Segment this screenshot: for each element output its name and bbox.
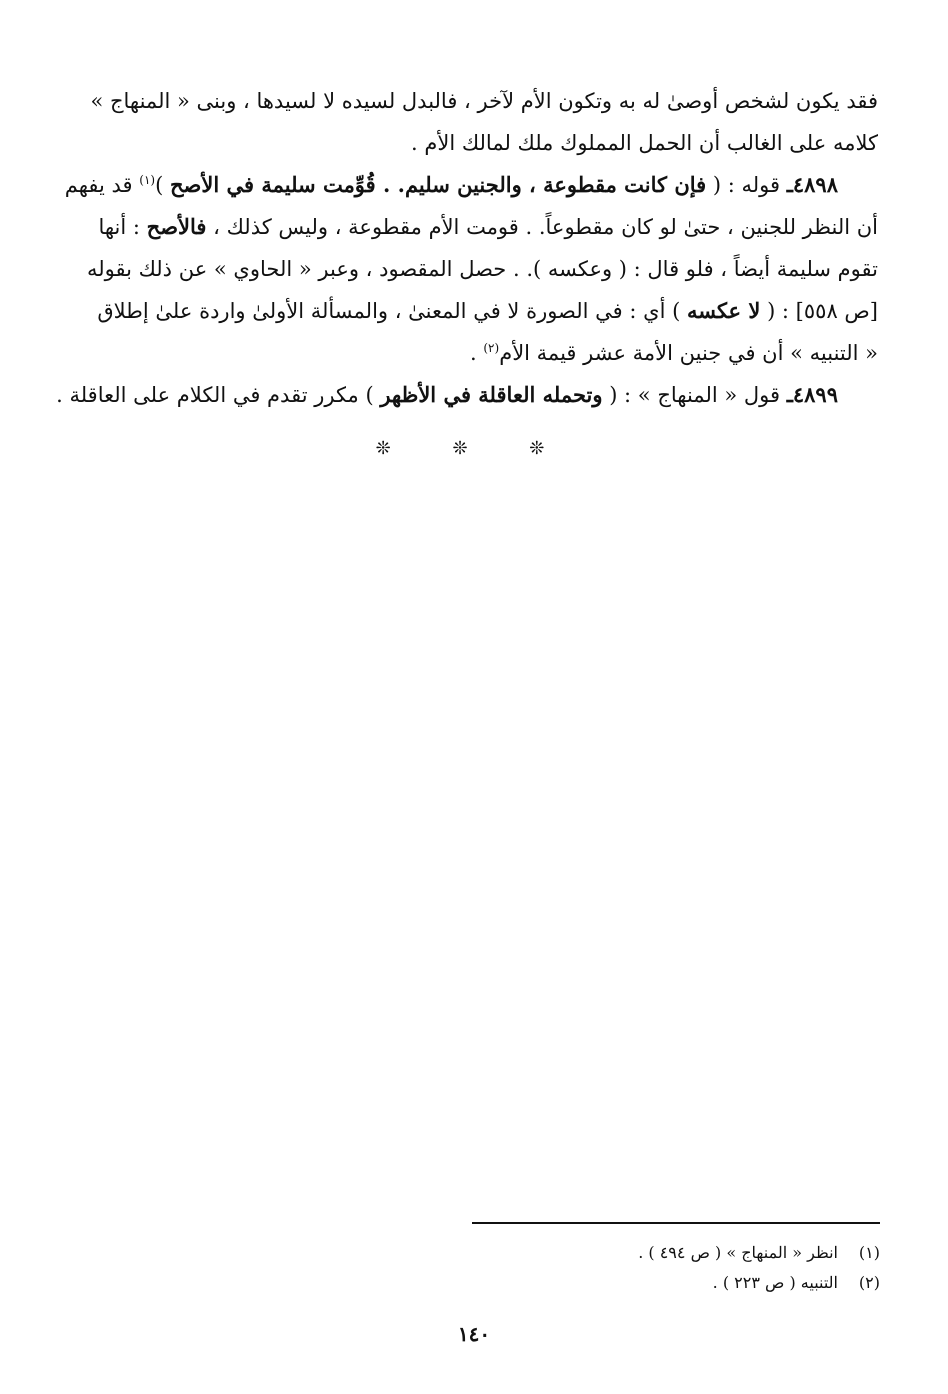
paragraph-4899 [48,374,878,416]
text-line [48,122,878,164]
text-line [48,206,878,248]
footnotes [472,1238,880,1298]
text-run: أن النظر للجنين ، حتىٰ لو كان مقطوعاً. . قومت الأم مقطوعة ، وليس كذلك ، [206,215,878,239]
text-run: [ص ٥٥٨] : ( [760,299,878,323]
text-run: . [470,341,484,365]
footnote-number: (١) [858,1243,880,1262]
text-run: ) [155,173,170,197]
text-run: ) أي : في الصورة لا في المعنىٰ ، والمسألة الأولىٰ واردة علىٰ إطلاق [97,299,687,323]
bold-quote: وتحمله العاقلة في الأظهر [380,382,603,407]
footnote-item [472,1268,880,1298]
issue-number: ٤٨٩٩ـ [786,382,838,407]
page-number: ١٤٠ [457,1322,491,1346]
footnote-ref: (١) [139,173,156,187]
paragraph-4898 [48,164,878,374]
footnote-divider [472,1222,880,1224]
text-line [48,332,878,374]
footnote-ref: (٢) [483,341,500,355]
footnote-text: انظر « المنهاج » ( ص ٤٩٤ ) . [638,1243,838,1262]
text-line [48,164,878,206]
text-run: : أنها [98,215,147,239]
text-run: فقد يكون لشخص أوصىٰ له به وتكون الأم لآخر ، فالبدل لسيده لا لسيدها ، وبنى « المنهاج » [90,89,878,113]
issue-number: ٤٨٩٨ـ [786,172,838,197]
text-line [48,290,878,332]
main-text [48,80,878,416]
bold-term: فالأصح [146,214,207,239]
section-separator: ❊ ❊ ❊ [375,438,573,459]
bold-quote: فإن كانت مقطوعة ، والجنين سليم. . قُوِّمت سليمة في الأصح [169,172,707,197]
text-run: قول « المنهاج » : ( [602,383,781,407]
text-run: ) مكرر تقدم في الكلام على العاقلة . [56,383,381,407]
text-line [48,374,878,416]
text-line [48,80,878,122]
footnote-text: التنبيه ( ص ٢٢٣ ) . [712,1273,838,1292]
footnote-item [472,1238,880,1268]
bold-quote: لا عكسه [686,298,761,323]
text-run: قوله : ( [706,173,781,197]
text-run: قد يفهم [64,173,140,197]
text-run: تقوم سليمة أيضاً ، فلو قال : ( وعكسه ). . حصل المقصود ، وعبر « الحاوي » عن ذلك بقوله [86,257,878,281]
footnote-number: (٢) [858,1273,880,1292]
text-line [48,248,878,290]
text-run: « التنبيه » أن في جنين الأمة عشر قيمة الأم [499,341,878,365]
paragraph-1 [48,80,878,164]
text-run: كلامه على الغالب أن الحمل المملوك ملك لمالك الأم . [410,131,878,155]
